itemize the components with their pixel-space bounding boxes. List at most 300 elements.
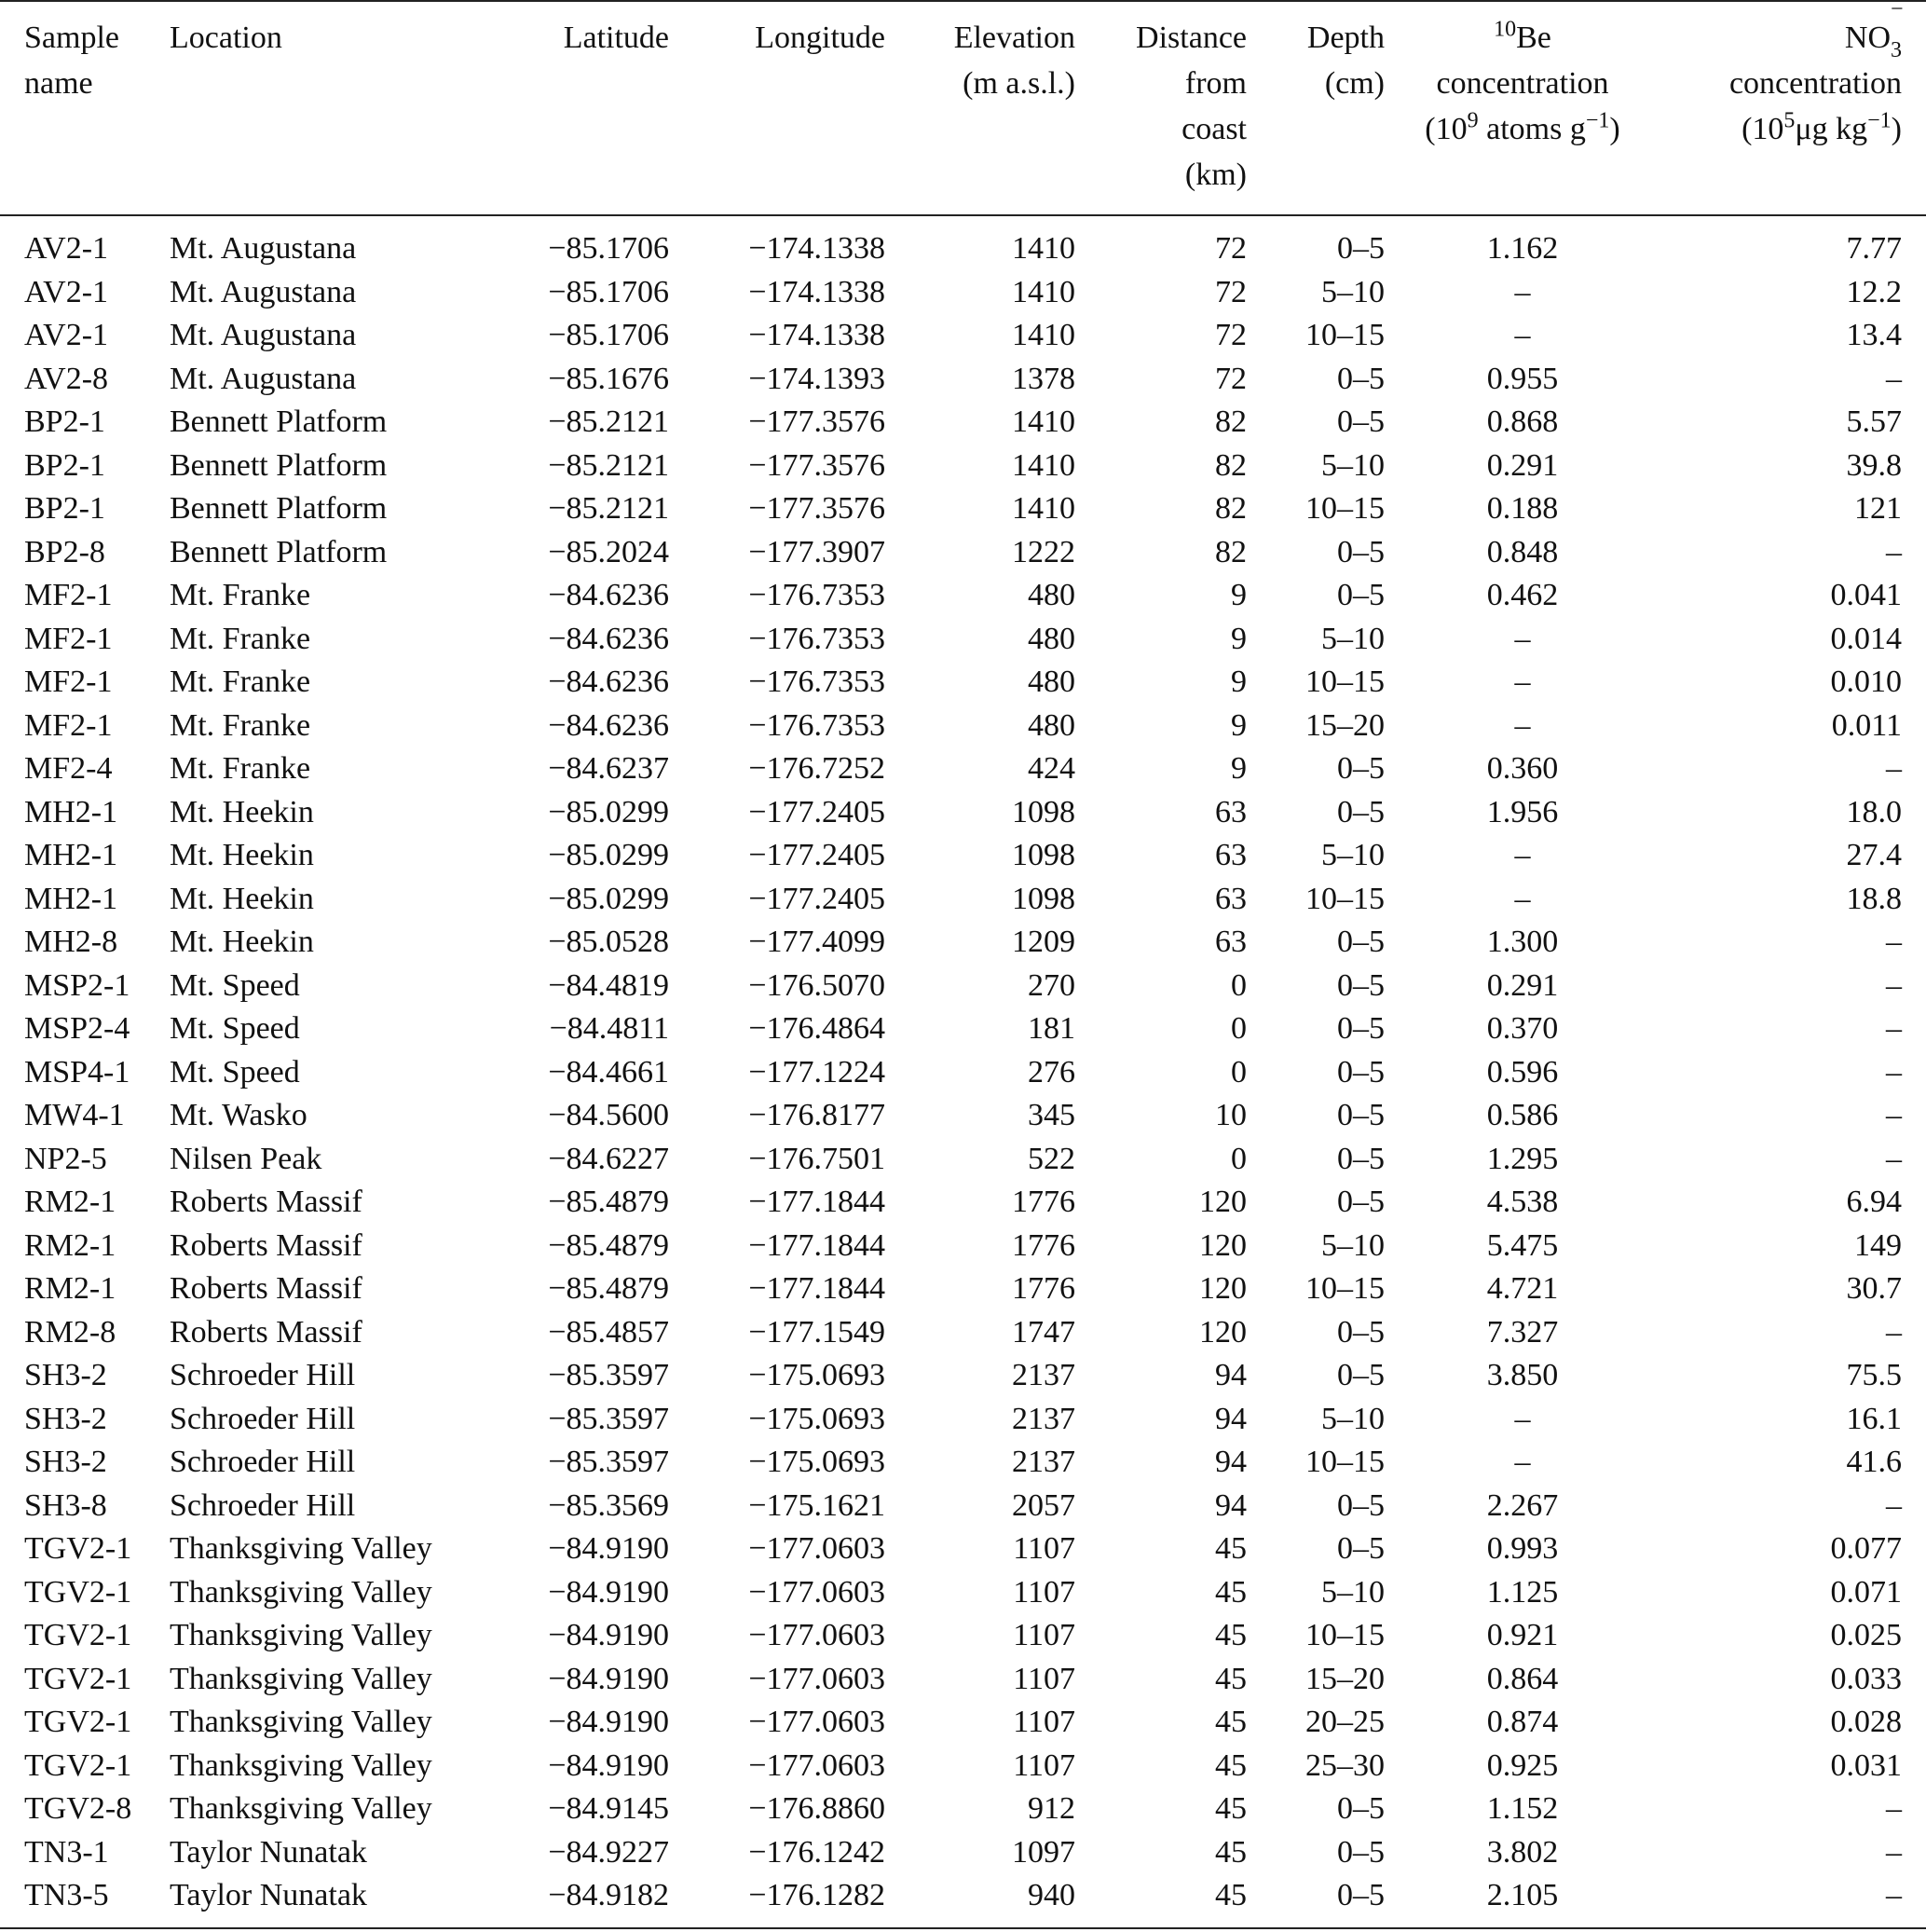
cell-depth: 0–5 (1337, 925, 1385, 959)
cell-distance: 45 (1215, 1574, 1247, 1610)
cell-be-concentration: 0.955 (1486, 361, 1559, 396)
cell-latitude: −85.1706 (548, 231, 669, 266)
cell-longitude: −177.0603 (748, 1618, 885, 1652)
cell-depth: 0–5 (1337, 534, 1385, 569)
cell-longitude: −177.4099 (748, 925, 885, 959)
cell-longitude: −176.1282 (748, 1878, 885, 1912)
cell-be-concentration: – (1514, 318, 1531, 352)
cell-latitude: −85.0299 (548, 881, 669, 916)
cell-latitude: −85.3597 (548, 1445, 669, 1479)
cell-longitude: −177.3576 (748, 447, 885, 483)
table-row (0, 1745, 1926, 1788)
cell-no3-concentration: 18.0 (1846, 794, 1902, 829)
cell-latitude: −85.3569 (548, 1487, 669, 1523)
cell-be-concentration: 0.586 (1486, 1098, 1559, 1132)
cell-elevation: 1209 (1012, 925, 1075, 959)
cell-sample-name: MSP2-1 (24, 967, 130, 1003)
cell-latitude: −84.9190 (548, 1705, 669, 1739)
table-row (0, 531, 1926, 575)
cell-no3-concentration: 7.77 (1846, 231, 1902, 266)
cell-distance: 120 (1199, 1185, 1247, 1219)
cell-depth: 0–5 (1337, 967, 1385, 1003)
cell-be-concentration: – (1514, 881, 1531, 916)
cell-be-concentration: – (1514, 1401, 1531, 1436)
cell-depth: 0–5 (1337, 1358, 1385, 1392)
cell-be-concentration: 0.462 (1486, 578, 1559, 612)
cell-latitude: −84.4661 (548, 1054, 669, 1089)
cell-be-concentration: – (1514, 665, 1531, 699)
cell-location: Mt. Heekin (170, 925, 314, 959)
table-row (0, 705, 1926, 748)
cell-longitude: −176.7353 (748, 578, 885, 612)
cell-depth: 5–10 (1321, 838, 1385, 872)
cell-depth: 10–15 (1305, 881, 1385, 916)
header-no3-unit-b: μg kg (1795, 112, 1868, 146)
table-row (0, 791, 1926, 835)
cell-location: Bennett Platform (170, 491, 388, 526)
header-no3-line1: NO (1844, 21, 1891, 55)
cell-longitude: −176.4864 (748, 1011, 885, 1046)
cell-be-concentration: 0.993 (1486, 1531, 1559, 1566)
header-no3-line2: concentration (1728, 66, 1902, 101)
cell-longitude: −174.1338 (748, 231, 885, 266)
cell-no3-concentration: 6.94 (1846, 1185, 1902, 1219)
cell-longitude: −176.7353 (748, 707, 885, 743)
header-elevation (893, 1, 1075, 215)
table-row (0, 1528, 1926, 1571)
cell-sample-name: MSP4-1 (24, 1054, 130, 1089)
cell-distance: 63 (1215, 925, 1247, 959)
header-depth (1247, 1, 1385, 215)
cell-longitude: −174.1393 (748, 361, 885, 396)
cell-no3-concentration: 27.4 (1846, 838, 1902, 872)
cell-distance: 94 (1215, 1487, 1247, 1523)
header-no3-unit-c: ) (1891, 112, 1902, 146)
header-longitude: Longitude (755, 21, 885, 55)
cell-location: Thanksgiving Valley (170, 1705, 432, 1739)
cell-longitude: −174.1338 (748, 318, 885, 352)
cell-location: Bennett Platform (170, 534, 388, 569)
table-row (0, 1874, 1926, 1928)
cell-no3-concentration: – (1886, 1314, 1902, 1350)
cell-location: Thanksgiving Valley (170, 1574, 432, 1610)
cell-elevation: 1410 (1012, 231, 1075, 266)
header-be-unit-a: (10 (1425, 112, 1468, 146)
cell-location: Taylor Nunatak (170, 1834, 367, 1870)
table-row (0, 1398, 1926, 1442)
table-row (0, 1051, 1926, 1095)
cell-location: Mt. Speed (170, 1011, 300, 1046)
table-row (0, 1311, 1926, 1355)
cell-no3-concentration: – (1886, 1487, 1902, 1523)
header-sample-line2: name (24, 66, 93, 101)
cell-location: Mt. Franke (170, 707, 311, 743)
cell-sample-name: MF2-1 (24, 621, 113, 656)
header-row (0, 1, 1926, 215)
cell-sample-name: MSP2-4 (24, 1011, 130, 1046)
cell-longitude: −176.5070 (748, 967, 885, 1003)
cell-depth: 5–10 (1321, 274, 1385, 309)
cell-depth: 0–5 (1337, 1791, 1385, 1826)
cell-depth: 0–5 (1337, 1314, 1385, 1350)
header-depth-line1: Depth (1306, 21, 1385, 55)
header-sample-name (0, 1, 170, 215)
table-row (0, 314, 1926, 358)
cell-no3-concentration: 0.041 (1830, 578, 1902, 612)
cell-latitude: −85.4879 (548, 1185, 669, 1219)
cell-sample-name: MF2-1 (24, 578, 113, 612)
cell-no3-concentration: 41.6 (1846, 1445, 1902, 1479)
table-row (0, 574, 1926, 618)
cell-depth: 0–5 (1337, 1054, 1385, 1089)
cell-latitude: −84.5600 (548, 1098, 669, 1132)
cell-be-concentration: – (1514, 838, 1531, 872)
cell-distance: 94 (1215, 1445, 1247, 1479)
table-row (0, 661, 1926, 705)
cell-sample-name: BP2-1 (24, 447, 105, 483)
cell-be-concentration: 1.162 (1486, 231, 1559, 266)
cell-distance: 45 (1215, 1834, 1247, 1870)
cell-latitude: −85.2121 (548, 447, 669, 483)
cell-distance: 72 (1215, 361, 1247, 396)
cell-latitude: −84.9145 (548, 1791, 669, 1826)
cell-location: Mt. Franke (170, 621, 311, 656)
cell-distance: 82 (1215, 447, 1247, 483)
cell-distance: 9 (1231, 578, 1247, 612)
table-row (0, 1225, 1926, 1268)
cell-no3-concentration: 16.1 (1846, 1401, 1902, 1436)
cell-elevation: 1107 (1013, 1531, 1075, 1566)
cell-depth: 5–10 (1321, 1401, 1385, 1436)
table-row (0, 1354, 1926, 1398)
cell-sample-name: MH2-1 (24, 838, 118, 872)
cell-latitude: −84.6227 (548, 1141, 669, 1176)
cell-sample-name: AV2-1 (24, 318, 109, 352)
cell-sample-name: AV2-8 (24, 361, 109, 396)
header-be-line2: concentration (1436, 66, 1609, 101)
header-elevation-line1: Elevation (953, 21, 1075, 55)
header-no3-concentration (1660, 1, 1926, 215)
cell-be-concentration: 0.291 (1486, 967, 1559, 1003)
cell-distance: 0 (1231, 1011, 1247, 1046)
cell-location: Schroeder Hill (170, 1445, 356, 1479)
cell-be-concentration: 5.475 (1486, 1227, 1559, 1263)
cell-elevation: 480 (1028, 707, 1075, 743)
cell-sample-name: MF2-4 (24, 751, 113, 786)
cell-be-concentration: – (1514, 274, 1531, 309)
cell-latitude: −84.9227 (548, 1834, 669, 1870)
cell-elevation: 912 (1028, 1791, 1075, 1826)
cell-latitude: −85.2121 (548, 404, 669, 439)
cell-distance: 72 (1215, 318, 1247, 352)
cell-distance: 45 (1215, 1705, 1247, 1739)
cell-no3-concentration: – (1886, 1098, 1902, 1132)
cell-elevation: 1107 (1013, 1747, 1075, 1783)
cell-no3-concentration: – (1886, 1791, 1902, 1826)
table-row (0, 618, 1926, 662)
header-distance-line3: coast (1182, 112, 1247, 146)
cell-no3-concentration: 149 (1854, 1227, 1902, 1263)
cell-location: Roberts Massif (170, 1271, 362, 1306)
cell-longitude: −176.7353 (748, 665, 885, 699)
cell-distance: 9 (1231, 751, 1247, 786)
cell-elevation: 1776 (1012, 1185, 1075, 1219)
cell-elevation: 181 (1028, 1011, 1075, 1046)
cell-depth: 10–15 (1305, 491, 1385, 526)
cell-sample-name: MH2-1 (24, 881, 118, 916)
cell-depth: 0–5 (1337, 1098, 1385, 1132)
cell-sample-name: TGV2-8 (24, 1791, 132, 1826)
cell-latitude: −85.0528 (548, 925, 669, 959)
table-row (0, 1485, 1926, 1528)
cell-latitude: −84.9190 (548, 1618, 669, 1652)
cell-elevation: 2137 (1012, 1401, 1075, 1436)
cell-distance: 120 (1199, 1314, 1247, 1350)
cell-latitude: −85.4879 (548, 1227, 669, 1263)
cell-sample-name: BP2-1 (24, 404, 105, 439)
cell-no3-concentration: 30.7 (1846, 1271, 1902, 1306)
table-row (0, 271, 1926, 315)
cell-distance: 10 (1215, 1098, 1247, 1132)
cell-be-concentration: 1.300 (1486, 925, 1559, 959)
cell-depth: 0–5 (1337, 1011, 1385, 1046)
header-be-concentration (1385, 1, 1660, 215)
table-row (0, 747, 1926, 791)
table-body (0, 215, 1926, 1928)
table-row (0, 921, 1926, 965)
cell-distance: 45 (1215, 1618, 1247, 1652)
cell-elevation: 1107 (1013, 1574, 1075, 1610)
cell-location: Bennett Platform (170, 404, 388, 439)
cell-distance: 0 (1231, 967, 1247, 1003)
cell-latitude: −84.6236 (548, 665, 669, 699)
cell-be-concentration: 0.868 (1486, 404, 1559, 439)
cell-sample-name: AV2-1 (24, 274, 109, 309)
cell-longitude: −175.0693 (748, 1358, 885, 1392)
header-location: Location (170, 21, 282, 55)
cell-longitude: −176.7353 (748, 621, 885, 656)
cell-latitude: −85.1676 (548, 361, 669, 396)
table-row (0, 1094, 1926, 1138)
cell-no3-concentration: – (1886, 1834, 1902, 1870)
cell-elevation: 480 (1028, 665, 1075, 699)
cell-be-concentration: 4.538 (1486, 1185, 1559, 1219)
cell-location: Mt. Speed (170, 967, 300, 1003)
cell-depth: 0–5 (1337, 361, 1385, 396)
cell-elevation: 1410 (1012, 318, 1075, 352)
cell-depth: 10–15 (1305, 665, 1385, 699)
table-row (0, 1441, 1926, 1485)
cell-longitude: −177.2405 (748, 838, 885, 872)
cell-sample-name: TGV2-1 (24, 1618, 132, 1652)
cell-longitude: −175.1621 (748, 1487, 885, 1523)
cell-elevation: 1107 (1013, 1705, 1075, 1739)
cell-be-concentration: 0.874 (1486, 1705, 1559, 1739)
cell-distance: 63 (1215, 794, 1247, 829)
cell-sample-name: TGV2-1 (24, 1705, 132, 1739)
cell-location: Thanksgiving Valley (170, 1661, 432, 1696)
header-no3-unit-exp2: −1 (1867, 108, 1892, 133)
cell-be-concentration: 0.864 (1486, 1661, 1559, 1696)
cell-be-concentration: 7.327 (1486, 1314, 1559, 1350)
cell-longitude: −175.0693 (748, 1445, 885, 1479)
cell-distance: 120 (1199, 1227, 1247, 1263)
cell-latitude: −85.2121 (548, 491, 669, 526)
cell-elevation: 1410 (1012, 447, 1075, 483)
cell-sample-name: MF2-1 (24, 707, 113, 743)
cell-depth: 5–10 (1321, 1574, 1385, 1610)
cell-longitude: −177.0603 (748, 1574, 885, 1610)
cell-location: Schroeder Hill (170, 1358, 356, 1392)
cell-be-concentration: 1.125 (1486, 1574, 1559, 1610)
header-be-unit-exp: 9 (1467, 108, 1479, 133)
cell-location: Roberts Massif (170, 1314, 362, 1350)
cell-location: Nilsen Peak (170, 1141, 322, 1176)
cell-location: Mt. Wasko (170, 1098, 307, 1132)
cell-elevation: 1378 (1012, 361, 1075, 396)
cell-location: Thanksgiving Valley (170, 1791, 432, 1826)
cell-longitude: −177.0603 (748, 1531, 885, 1566)
cell-elevation: 1107 (1013, 1661, 1075, 1696)
cell-be-concentration: 0.370 (1486, 1011, 1559, 1046)
cell-latitude: −85.0299 (548, 794, 669, 829)
table-row (0, 1181, 1926, 1225)
cell-sample-name: RM2-1 (24, 1185, 116, 1219)
table-row (0, 1701, 1926, 1745)
cell-distance: 82 (1215, 404, 1247, 439)
cell-elevation: 1098 (1012, 881, 1075, 916)
cell-elevation: 1107 (1013, 1618, 1075, 1652)
cell-location: Mt. Franke (170, 751, 311, 786)
cell-elevation: 276 (1028, 1054, 1075, 1089)
table-row (0, 1788, 1926, 1831)
cell-longitude: −175.0693 (748, 1401, 885, 1436)
cell-depth: 0–5 (1337, 794, 1385, 829)
cell-latitude: −84.9190 (548, 1574, 669, 1610)
cell-sample-name: MH2-8 (24, 925, 118, 959)
cell-no3-concentration: 0.028 (1830, 1705, 1902, 1739)
cell-no3-concentration: 75.5 (1846, 1358, 1902, 1392)
cell-location: Mt. Franke (170, 578, 311, 612)
cell-no3-concentration: 0.025 (1830, 1618, 1902, 1652)
cell-distance: 45 (1215, 1531, 1247, 1566)
cell-longitude: −177.1844 (748, 1227, 885, 1263)
cell-be-concentration: 0.360 (1486, 751, 1559, 786)
cell-be-concentration: 2.267 (1486, 1487, 1559, 1523)
cell-elevation: 940 (1028, 1878, 1075, 1912)
cell-depth: 0–5 (1337, 578, 1385, 612)
cell-distance: 72 (1215, 231, 1247, 266)
cell-depth: 20–25 (1305, 1705, 1385, 1739)
cell-be-concentration: 0.596 (1486, 1054, 1559, 1089)
cell-latitude: −84.9190 (548, 1531, 669, 1566)
cell-longitude: −177.1549 (748, 1314, 885, 1350)
cell-no3-concentration: – (1886, 534, 1902, 569)
cell-no3-concentration: – (1886, 925, 1902, 959)
cell-elevation: 480 (1028, 578, 1075, 612)
table-row (0, 401, 1926, 445)
cell-distance: 0 (1231, 1054, 1247, 1089)
cell-be-concentration: 2.105 (1486, 1878, 1559, 1912)
cell-latitude: −84.9182 (548, 1878, 669, 1912)
cell-latitude: −84.6236 (548, 621, 669, 656)
cell-latitude: −84.9190 (548, 1661, 669, 1696)
header-elevation-line2: (m a.s.l.) (963, 66, 1075, 101)
cell-be-concentration: 3.850 (1486, 1358, 1559, 1392)
cell-sample-name: SH3-2 (24, 1401, 107, 1436)
cell-location: Mt. Heekin (170, 838, 314, 872)
cell-sample-name: TGV2-1 (24, 1531, 132, 1566)
cell-sample-name: RM2-1 (24, 1227, 116, 1263)
cell-latitude: −84.6236 (548, 578, 669, 612)
cell-no3-concentration: – (1886, 1141, 1902, 1176)
cell-be-concentration: – (1514, 1445, 1531, 1479)
cell-be-concentration: 0.921 (1486, 1618, 1559, 1652)
table-row (0, 358, 1926, 402)
cell-location: Mt. Heekin (170, 881, 314, 916)
cell-longitude: −177.1224 (748, 1054, 885, 1089)
cell-latitude: −85.3597 (548, 1401, 669, 1436)
cell-no3-concentration: 121 (1854, 491, 1902, 526)
cell-longitude: −177.3907 (748, 534, 885, 569)
cell-latitude: −85.3597 (548, 1358, 669, 1392)
cell-distance: 82 (1215, 491, 1247, 526)
cell-elevation: 1097 (1012, 1834, 1075, 1870)
cell-latitude: −85.1706 (548, 274, 669, 309)
header-no3-unit-exp: 5 (1783, 108, 1796, 133)
cell-no3-concentration: 0.011 (1831, 707, 1902, 743)
cell-depth: 0–5 (1337, 1185, 1385, 1219)
table-row (0, 1571, 1926, 1615)
cell-latitude: −84.4819 (548, 967, 669, 1003)
header-no3-sup: − (1891, 0, 1904, 21)
cell-longitude: −177.3576 (748, 404, 885, 439)
cell-be-concentration: 0.291 (1486, 447, 1559, 483)
cell-longitude: −176.8860 (748, 1791, 885, 1826)
cell-depth: 0–5 (1337, 751, 1385, 786)
cell-location: Mt. Augustana (170, 361, 357, 396)
cell-sample-name: SH3-8 (24, 1487, 107, 1523)
cell-latitude: −84.4811 (549, 1011, 669, 1046)
table-row (0, 878, 1926, 922)
cell-no3-concentration: 39.8 (1846, 447, 1902, 483)
cell-location: Thanksgiving Valley (170, 1531, 432, 1566)
cell-depth: 0–5 (1337, 1487, 1385, 1523)
cell-depth: 15–20 (1305, 707, 1385, 743)
cell-no3-concentration: – (1886, 361, 1902, 396)
cell-sample-name: RM2-1 (24, 1271, 116, 1306)
cell-location: Schroeder Hill (170, 1487, 356, 1523)
cell-distance: 45 (1215, 1747, 1247, 1783)
cell-elevation: 1098 (1012, 838, 1075, 872)
cell-distance: 94 (1215, 1358, 1247, 1392)
header-no3-sub: 3 (1891, 38, 1902, 62)
cell-location: Mt. Augustana (170, 274, 357, 309)
cell-elevation: 1776 (1012, 1271, 1075, 1306)
cell-no3-concentration: 0.014 (1830, 621, 1902, 656)
cell-depth: 5–10 (1321, 621, 1385, 656)
header-be-isotope: 10 (1494, 17, 1517, 42)
cell-be-concentration: 1.295 (1486, 1141, 1559, 1176)
cell-longitude: −177.0603 (748, 1705, 885, 1739)
cell-location: Roberts Massif (170, 1227, 362, 1263)
cell-distance: 82 (1215, 534, 1247, 569)
cell-depth: 10–15 (1305, 1271, 1385, 1306)
cell-elevation: 1222 (1012, 534, 1075, 569)
cell-no3-concentration: – (1886, 751, 1902, 786)
cell-distance: 45 (1215, 1791, 1247, 1826)
cell-depth: 0–5 (1337, 1878, 1385, 1912)
